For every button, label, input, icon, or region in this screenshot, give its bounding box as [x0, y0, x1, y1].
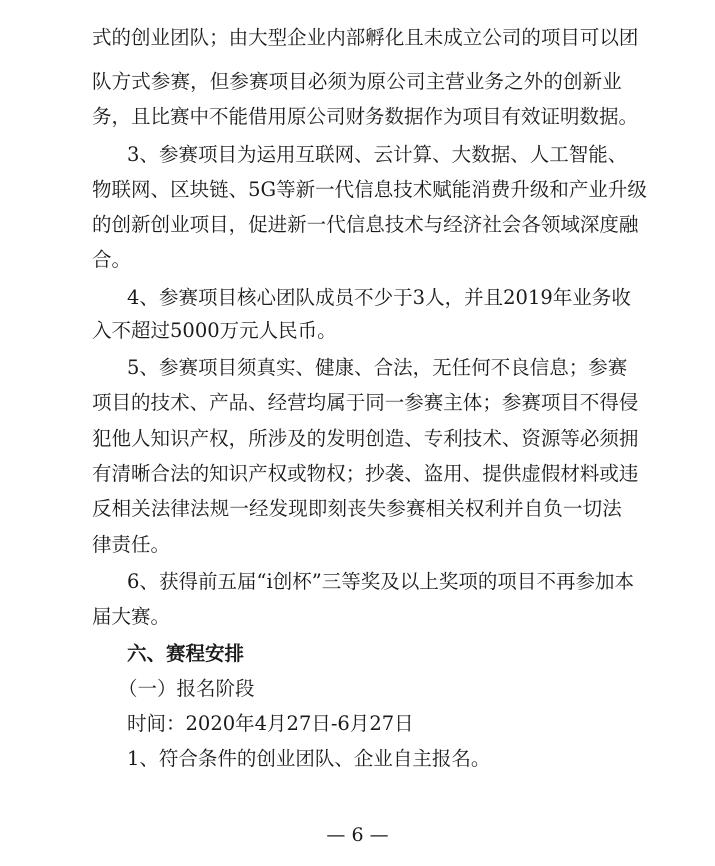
paragraph-line: 律责任。 — [92, 533, 171, 556]
paragraph-line: 犯 他 人 知 识 产 权 ， 所 涉 及 的 发 明 创 造 、 专 利 技 术 、 资 源 等 必 须 拥 — [92, 427, 639, 450]
paragraph-line: 务，且比赛中不能借用原公司财务数据作为项目有效证明数据。 — [92, 105, 639, 128]
paragraph-line: 6 、 获 得 前 五 届 “ i 创 杯 ” 三 等 奖 及 以 上 奖 项 的 项 目 不 再 参 加 本 — [127, 570, 635, 593]
paragraph-line: 的 创 新 创 业 项 目 ， 促 进 新 一 代 信 息 技 术 与 经 济 社 会 各 领 域 深 度 融 — [92, 213, 639, 236]
paragraph-line: 5 、 参 赛 项 目 须 真 实 、 健 康 、 合 法 ， 无 任 何 不 良 信 息 ； 参 赛 — [127, 356, 628, 379]
page-number: — 6 — — [326, 824, 389, 846]
paragraph-line: 项 目 的 技 术 、 产 品 、 经 营 均 属 于 同 一 参 赛 主 体 ； 参 赛 项 目 不 得 侵 — [92, 391, 639, 414]
paragraph-line: 式 的 创 业 团 队 ； 由 大 型 企 业 内 部 孵 化 且 未 成 立 公 司 的 项 目 可 以 团 — [92, 26, 639, 49]
list-item: 1、符合条件的创业团队、企业自主报名。 — [127, 747, 491, 770]
section-heading: 六、赛程安排 — [127, 642, 245, 665]
paragraph-line: 3 、 参 赛 项 目 为 运 用 互 联 网 、 云 计 算 、 大 数 据 、 人 工 智 能 、 — [127, 143, 628, 166]
paragraph-line: 合。 — [92, 248, 132, 271]
time-line: 时间：2020年4月27日-6月27日 — [127, 712, 414, 735]
sub-heading: （一）报名阶段 — [118, 677, 255, 700]
paragraph-line: 有 清 晰 合 法 的 知 识 产 权 或 物 权 ； 抄 袭 、 盗 用 、 提 供 虚 假 材 料 或 违 — [92, 462, 639, 485]
paragraph-line: 物 联 网 、 区 块 链 、 5G 等 新 一 代 信 息 技 术 赋 能 消 费 升 级 和 产 业 升 级 — [92, 178, 647, 201]
paragraph-line: 入不超过5000万元人民币。 — [92, 319, 337, 342]
paragraph-line: 队 方 式 参 赛 ， 但 参 赛 项 目 必 须 为 原 公 司 主 营 业 务 之 外 的 创 新 业 — [92, 70, 622, 93]
paragraph-line: 反 相 关 法 律 法 规 一 经 发 现 即 刻 丧 失 参 赛 相 关 权 利 并 自 负 一 切 法 — [92, 497, 622, 520]
paragraph-line: 届大赛。 — [92, 605, 171, 628]
paragraph-line: 4 、 参 赛 项 目 核 心 团 队 成 员 不 少 于 3 人 ， 并 且 2019 年 业 务 收 — [127, 286, 631, 309]
